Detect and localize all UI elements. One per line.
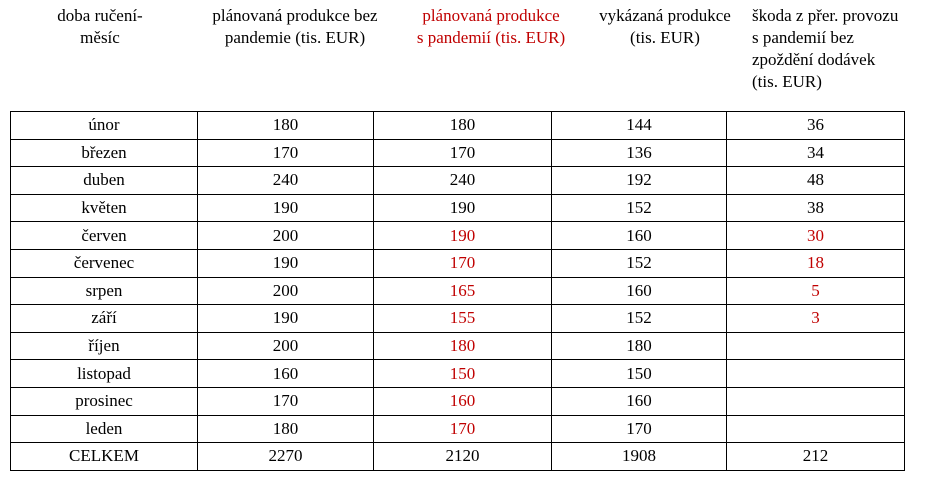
table-row	[11, 167, 905, 195]
table-row	[11, 332, 905, 360]
planned-pandemic-cell: 170	[374, 249, 552, 277]
month-cell: únor	[11, 112, 198, 140]
table-row	[11, 139, 905, 167]
reported-cell: 152	[552, 194, 727, 222]
damage-cell	[727, 360, 905, 388]
month-cell: listopad	[11, 360, 198, 388]
planned-no-pandemic-cell: 170	[198, 139, 374, 167]
reported-cell: 180	[552, 332, 727, 360]
planned-no-pandemic-cell: 180	[198, 112, 374, 140]
planned-no-pandemic-cell: 200	[198, 277, 374, 305]
planned-no-pandemic-cell: 190	[198, 249, 374, 277]
header-reported-production: vykázaná produkce (tis. EUR)	[599, 6, 731, 47]
month-cell: květen	[11, 194, 198, 222]
table-row	[11, 222, 905, 250]
planned-pandemic-cell: 165	[374, 277, 552, 305]
damage-cell	[727, 332, 905, 360]
month-cell: září	[11, 305, 198, 333]
month-cell: prosinec	[11, 387, 198, 415]
month-cell: červenec	[11, 249, 198, 277]
planned-pandemic-cell: 240	[374, 167, 552, 195]
reported-cell: 160	[552, 387, 727, 415]
reported-cell: 152	[552, 249, 727, 277]
planned-no-pandemic-cell: 200	[198, 332, 374, 360]
planned-no-pandemic-cell: 200	[198, 222, 374, 250]
header-doba-ruceni: doba ručení- měsíc	[57, 6, 143, 47]
planned-no-pandemic-cell: 160	[198, 360, 374, 388]
reported-cell: 144	[552, 112, 727, 140]
planned-no-pandemic-cell: 240	[198, 167, 374, 195]
table-body	[11, 112, 905, 471]
total-planned-pandemic-cell: 2120	[374, 443, 552, 471]
reported-cell: 160	[552, 222, 727, 250]
table-row	[11, 277, 905, 305]
damage-cell: 34	[727, 139, 905, 167]
header-damage: škoda z přer. provozu s pandemií bez zpoždění dodávek (tis. EUR)	[752, 6, 899, 91]
header-planned-pandemic: plánovaná produkce s pandemií (tis. EUR)	[416, 6, 566, 47]
month-cell: leden	[11, 415, 198, 443]
total-row	[11, 443, 905, 471]
damage-cell: 3	[727, 305, 905, 333]
damage-cell: 5	[727, 277, 905, 305]
reported-cell: 160	[552, 277, 727, 305]
planned-no-pandemic-cell: 170	[198, 387, 374, 415]
planned-pandemic-cell: 160	[374, 387, 552, 415]
table-row	[11, 112, 905, 140]
damage-cell: 36	[727, 112, 905, 140]
table-row	[11, 249, 905, 277]
planned-pandemic-cell: 170	[374, 415, 552, 443]
table-row	[11, 415, 905, 443]
planned-pandemic-cell: 150	[374, 360, 552, 388]
table-row	[11, 360, 905, 388]
planned-pandemic-cell: 190	[374, 194, 552, 222]
month-cell: červen	[11, 222, 198, 250]
planned-no-pandemic-cell: 180	[198, 415, 374, 443]
table-row	[11, 305, 905, 333]
damage-cell: 38	[727, 194, 905, 222]
total-damage-cell: 212	[727, 443, 905, 471]
damage-cell	[727, 387, 905, 415]
reported-cell: 150	[552, 360, 727, 388]
planned-no-pandemic-cell: 190	[198, 194, 374, 222]
table-row	[11, 387, 905, 415]
month-cell: srpen	[11, 277, 198, 305]
total-label-cell: CELKEM	[11, 443, 198, 471]
damage-cell: 30	[727, 222, 905, 250]
reported-cell: 152	[552, 305, 727, 333]
planned-no-pandemic-cell: 190	[198, 305, 374, 333]
damage-cell: 18	[727, 249, 905, 277]
planned-pandemic-cell: 155	[374, 305, 552, 333]
planned-pandemic-cell: 190	[374, 222, 552, 250]
reported-cell: 136	[552, 139, 727, 167]
month-cell: říjen	[11, 332, 198, 360]
planned-pandemic-cell: 180	[374, 332, 552, 360]
total-reported-cell: 1908	[552, 443, 727, 471]
reported-cell: 192	[552, 167, 727, 195]
production-table	[10, 111, 905, 471]
reported-cell: 170	[552, 415, 727, 443]
header-planned-no-pandemic: plánovaná produkce bez pandemie (tis. EUR)	[212, 6, 378, 47]
planned-pandemic-cell: 170	[374, 139, 552, 167]
damage-cell	[727, 415, 905, 443]
damage-cell: 48	[727, 167, 905, 195]
month-cell: březen	[11, 139, 198, 167]
planned-pandemic-cell: 180	[374, 112, 552, 140]
table-row	[11, 194, 905, 222]
month-cell: duben	[11, 167, 198, 195]
total-planned-no-pandemic-cell: 2270	[198, 443, 374, 471]
